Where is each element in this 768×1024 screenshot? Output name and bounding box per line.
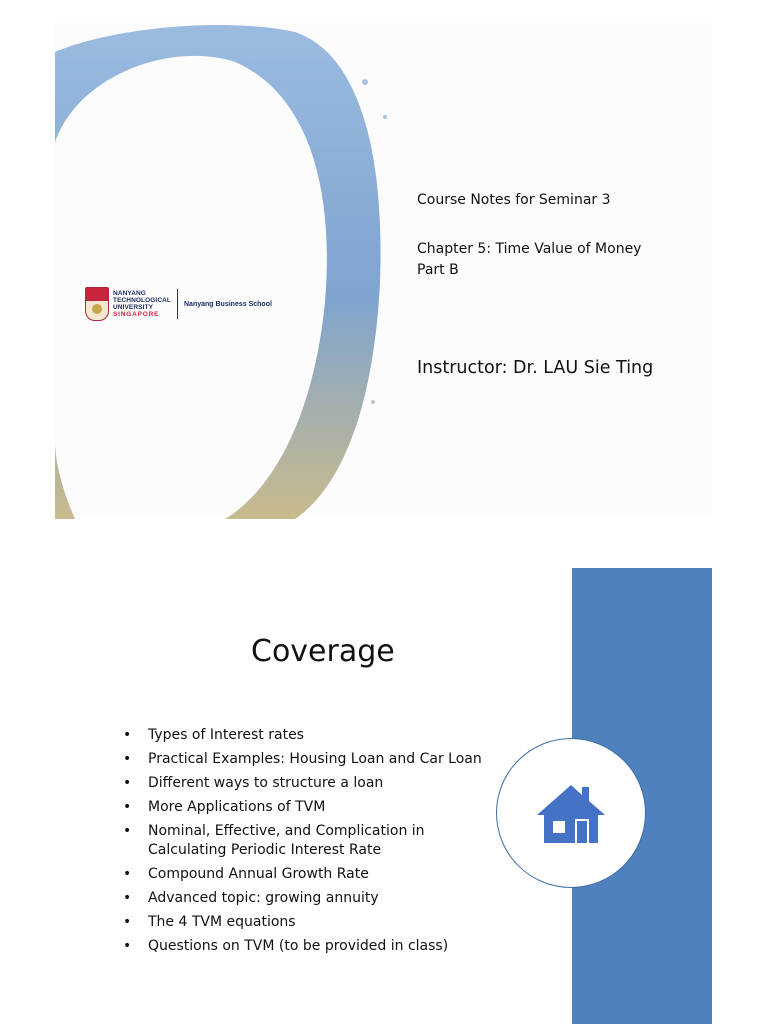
list-item: • More Applications of TVM bbox=[123, 798, 483, 817]
list-item: • Compound Annual Growth Rate bbox=[123, 865, 483, 884]
course-notes-title: Course Notes for Seminar 3 bbox=[417, 192, 611, 208]
ntu-crest-icon bbox=[85, 287, 109, 321]
list-item: • Nominal, Effective, and Complication in Calculating Periodic Interest Rate bbox=[123, 822, 483, 860]
slide-title: Coverage bbox=[251, 634, 395, 669]
list-item: • Different ways to structure a loan bbox=[123, 774, 483, 793]
ntu-wordmark: NANYANG TECHNOLOGICAL UNIVERSITY SINGAPORE bbox=[113, 290, 171, 318]
icon-circle bbox=[496, 738, 646, 888]
logo-divider bbox=[177, 289, 178, 319]
school-name: Nanyang Business School bbox=[184, 300, 272, 308]
house-icon bbox=[533, 781, 609, 845]
coverage-list bbox=[123, 726, 483, 961]
instructor-name: Instructor: Dr. LAU Sie Ting bbox=[417, 358, 654, 378]
list-item: • Types of Interest rates bbox=[123, 726, 483, 745]
list-item: • Practical Examples: Housing Loan and Car Loan bbox=[123, 750, 483, 769]
coverage-slide bbox=[55, 568, 712, 1024]
list-item: • The 4 TVM equations bbox=[123, 913, 483, 932]
chapter-title: Chapter 5: Time Value of Money Part B bbox=[417, 241, 642, 278]
list-item: • Advanced topic: growing annuity bbox=[123, 889, 483, 908]
list-item: • Questions on TVM (to be provided in class) bbox=[123, 937, 483, 956]
title-slide bbox=[55, 22, 712, 519]
ntu-logo bbox=[85, 284, 300, 324]
